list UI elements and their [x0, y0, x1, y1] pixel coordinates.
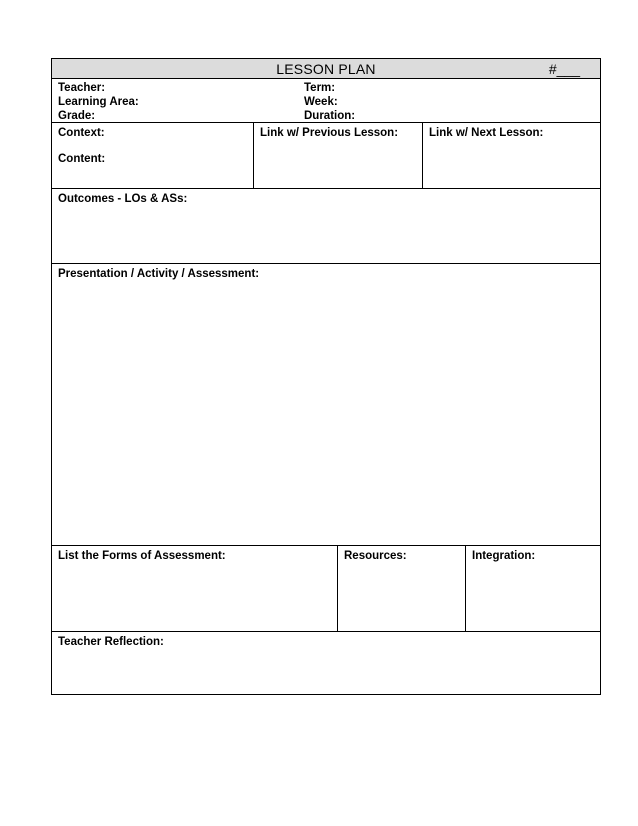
integration-cell[interactable]	[465, 546, 600, 631]
resources-label: Resources:	[344, 550, 407, 562]
lesson-plan-form	[51, 58, 601, 695]
form-title: LESSON PLAN	[276, 61, 376, 77]
assessment-section	[51, 546, 601, 632]
lesson-number-field[interactable]: #___	[548, 61, 580, 77]
forms-of-assessment-label: List the Forms of Assessment:	[58, 550, 226, 562]
learning-area-label: Learning Area:	[58, 96, 139, 108]
teacher-label: Teacher:	[58, 82, 106, 94]
teacher-reflection-label: Teacher Reflection:	[58, 636, 164, 648]
info-left-column	[58, 81, 139, 123]
link-next-cell[interactable]	[422, 123, 600, 188]
week-label: Week:	[304, 96, 338, 108]
reflection-section[interactable]	[51, 632, 601, 695]
term-label: Term:	[304, 82, 336, 94]
link-previous-label: Link w/ Previous Lesson:	[260, 127, 399, 139]
context-section	[51, 123, 601, 189]
context-label: Context:	[58, 127, 105, 139]
presentation-label: Presentation / Activity / Assessment:	[58, 268, 260, 280]
title-bar	[51, 58, 601, 79]
presentation-section[interactable]	[51, 264, 601, 546]
info-right-column	[304, 81, 355, 123]
grade-label: Grade:	[58, 110, 96, 122]
link-previous-cell[interactable]	[253, 123, 422, 188]
link-next-label: Link w/ Next Lesson:	[429, 127, 544, 139]
content-label: Content:	[58, 153, 106, 165]
context-cell[interactable]	[52, 123, 253, 188]
forms-of-assessment-cell[interactable]	[52, 546, 337, 631]
info-section	[51, 79, 601, 123]
duration-label: Duration:	[304, 110, 356, 122]
outcomes-section[interactable]	[51, 189, 601, 264]
integration-label: Integration:	[472, 550, 536, 562]
outcomes-label: Outcomes - LOs & ASs:	[58, 193, 188, 205]
resources-cell[interactable]	[337, 546, 465, 631]
